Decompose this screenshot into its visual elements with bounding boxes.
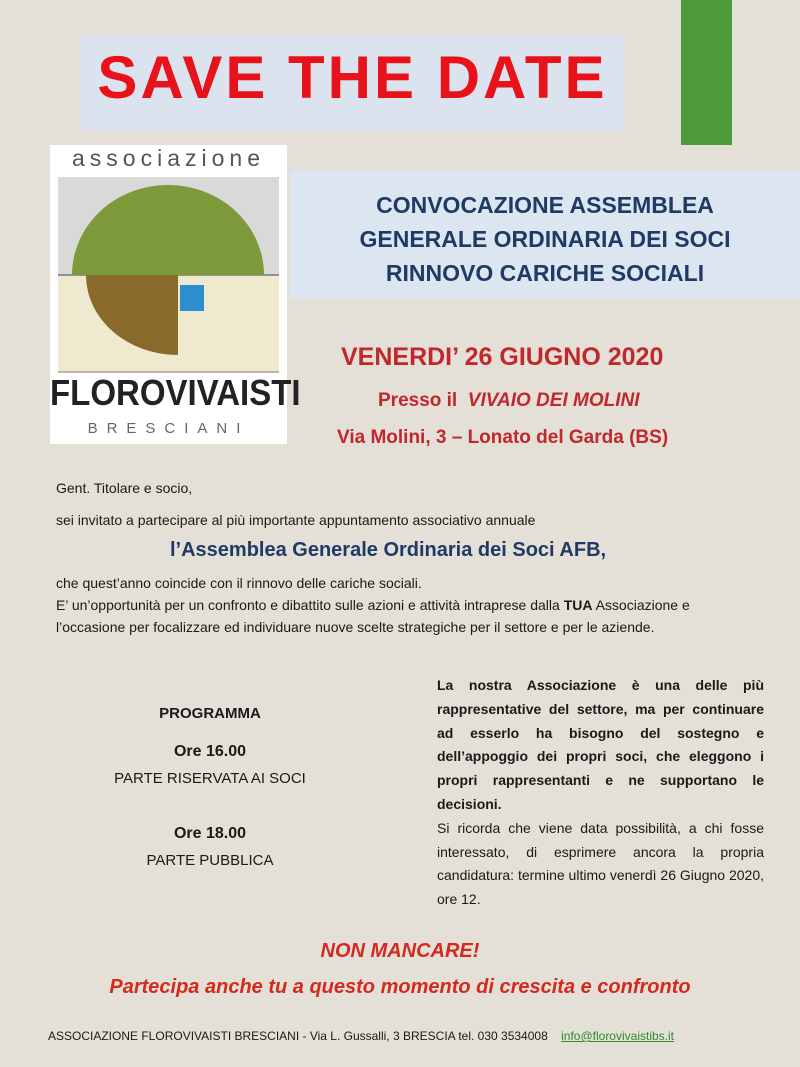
programma-section <box>80 700 340 874</box>
programma-desc-1: PARTE RISERVATA AI SOCI <box>114 770 306 787</box>
association-note <box>437 674 764 912</box>
programma-heading: PROGRAMMA <box>159 705 261 722</box>
programma-desc-2: PARTE PUBBLICA <box>146 852 274 869</box>
footer <box>48 1028 788 1044</box>
florovivaisti-logo-icon <box>58 177 279 373</box>
save-the-date-title: SAVE THE DATE <box>97 44 608 111</box>
partecipa-text: Partecipa anche tu a questo momento di crescita e confronto <box>109 976 691 998</box>
event-place <box>378 387 778 415</box>
event-date: VENERDI’ 26 GIUGNO 2020 <box>341 343 664 371</box>
convocation-box <box>290 170 800 298</box>
opportunity-text-start: E’ un’opportunità per un confronto e dibattito sulle azioni e attività intraprese dalla <box>56 597 560 613</box>
logo-top-text: associazione <box>72 145 265 171</box>
coincide-text: che quest’anno coincide con il rinnovo delle cariche sociali. <box>56 575 422 591</box>
opportunity-text-bold: TUA <box>563 597 593 613</box>
footer-text: ASSOCIAZIONE FLOROVIVAISTI BRESCIANI - Via L. Gussalli, 3 BRESCIA tel. 030 3534008 <box>48 1029 548 1043</box>
association-logo <box>50 145 301 444</box>
invite-text: sei invitato a partecipare al più importante appuntamento associativo annuale <box>56 512 536 528</box>
logo-subtitle: BRESCIANI <box>87 420 250 437</box>
convocation-line-1: CONVOCAZIONE ASSEMBLEA <box>376 192 714 218</box>
event-place-name: VIVAIO DEI MOLINI <box>467 390 640 411</box>
convocation-text <box>290 188 800 290</box>
convocation-line-2: GENERALE ORDINARIA DEI SOCI <box>359 226 731 252</box>
programma-time-2: Ore 18.00 <box>173 825 247 842</box>
programma-time-1: Ore 16.00 <box>173 743 247 760</box>
greeting: Gent. Titolare e socio, <box>56 480 193 496</box>
assembly-heading <box>170 535 670 565</box>
decorative-green-bar <box>681 0 732 145</box>
event-address: Via Molini, 3 – Lonato del Garda (BS) <box>337 427 669 448</box>
non-mancare-text: NON MANCARE! <box>320 940 480 962</box>
opportunity-text-end: Associazione e l’occasione per focalizzare ed individuare nuove scelte strategiche per il settore e per le aziende. <box>56 597 690 635</box>
assembly-title: l’Assemblea Generale Ordinaria dei Soci AFB <box>170 539 601 561</box>
logo-name: FLOROVIVAISTI <box>50 372 301 413</box>
association-note-bold: La nostra Associazione è una delle più rappresentative del settore, ma per continuare ad esserlo ha bisogno del sostegno e dell’appoggio dei propri soci, che eleggono i propri rappresentanti e ne supportano le decisioni. <box>437 677 764 812</box>
convocation-line-3: RINNOVO CARICHE SOCIALI <box>385 260 705 286</box>
association-note-normal: Si ricorda che viene data possibilità, a chi fosse interessato, di esprimere ancora la propria candidatura: termine ultimo venerdì 26 Giugno 2020, ore 12. <box>437 819 764 908</box>
footer-email-link[interactable]: info@florovivaistibs.it <box>561 1029 674 1043</box>
opportunity-paragraph <box>56 594 696 638</box>
event-place-prefix: Presso il <box>378 390 458 411</box>
assembly-comma: , <box>600 539 607 561</box>
